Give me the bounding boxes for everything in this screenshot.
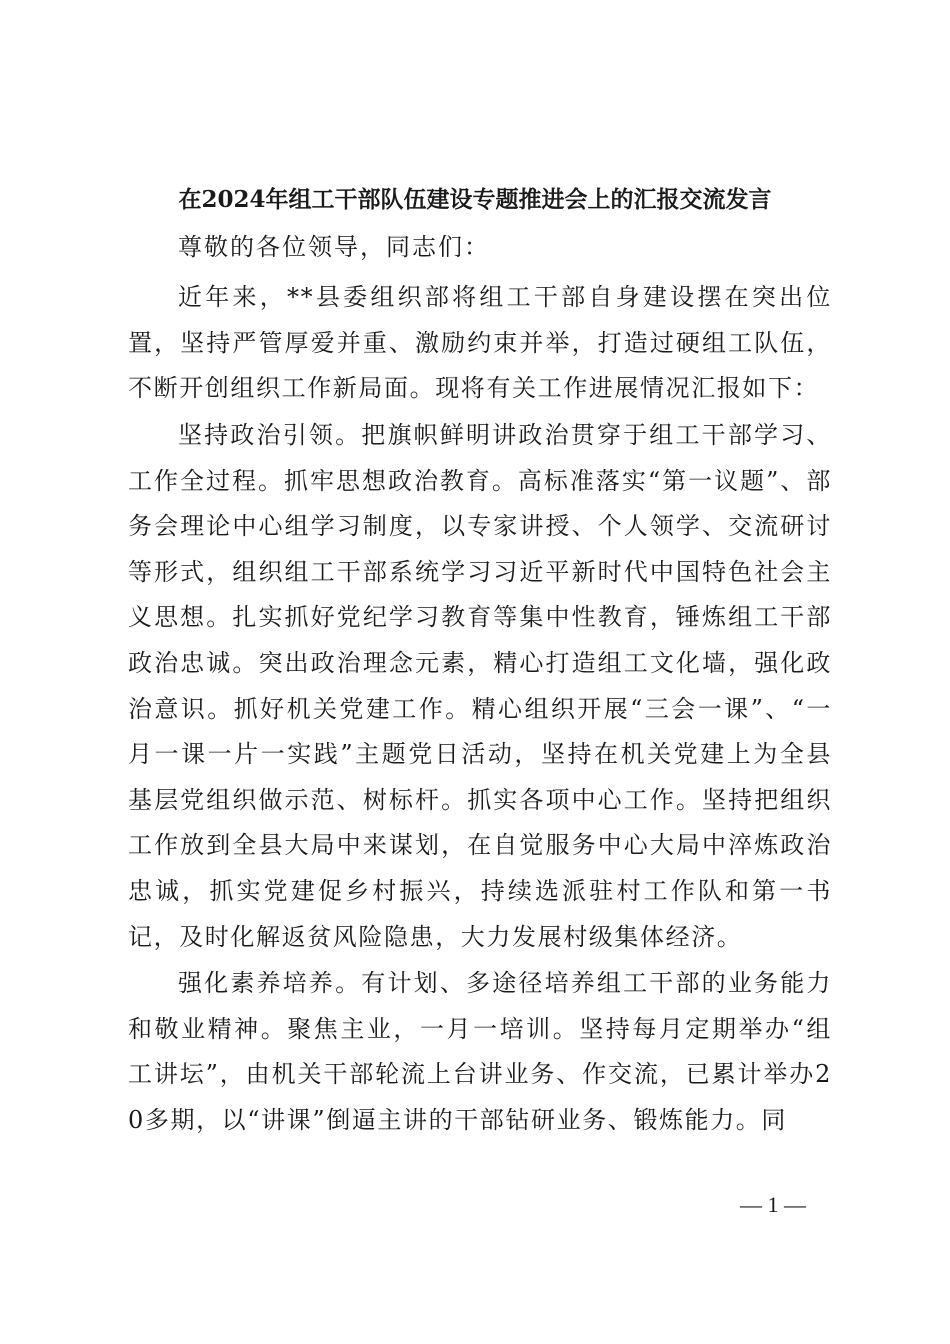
salutation: 尊敬的各位领导，同志们： <box>178 233 490 261</box>
paragraph-political-guidance: 坚持政治引领。把旗帜鲜明讲政治贯穿于组工干部学习、工作全过程。抓牢思想政治教育。高标准落实“第一议题”、部务会理论中心组学习制度，以专家讲授、个人领学、交流研讨等形式，组织组工干部系统学习习近平新时代中国特色社会主义思想。扎实抓好党纪学习教育等集中性教育，锤炼组工干部政治忠诚。突出政治理念元素，精心打造组工文化墙，强化政治意识。抓好机关党建工作。精心组织开展“三会一课”、“一月一课一片一实践”主题党日活动，坚持在机关党建上为全县基层党组织做示范、树标杆。抓实各项中心工作。坚持把组织工作放到全县大局中来谋划，在自觉服务中心大局中淬炼政治忠诚，抓实党建促乡村振兴，持续选派驻村工作队和第一书记，及时化解返贫风险隐患，大力发展村级集体经济。 <box>128 421 832 951</box>
paragraph-intro: 近年来，**县委组织部将组工干部自身建设摆在突出位置，坚持严管厚爱并重、激励约束并举，打造过硬组工队伍，不断开创组织工作新局面。现将有关工作进展情况汇报如下： <box>128 283 832 403</box>
paragraph-quality-training: 强化素养培养。有计划、多途径培养组工干部的业务能力和敬业精神。聚焦主业，一月一培训。坚持每月定期举办“组工讲坛”，由机关干部轮流上台讲业务、作交流，已累计举办20多期，以“讲课”倒逼主讲的干部钻研业务、锻炼能力。同 <box>128 969 832 1134</box>
page-number: — 1 — <box>740 1192 806 1217</box>
document-title: 在2024年组工干部队伍建设专题推进会上的汇报交流发言 <box>178 186 772 213</box>
